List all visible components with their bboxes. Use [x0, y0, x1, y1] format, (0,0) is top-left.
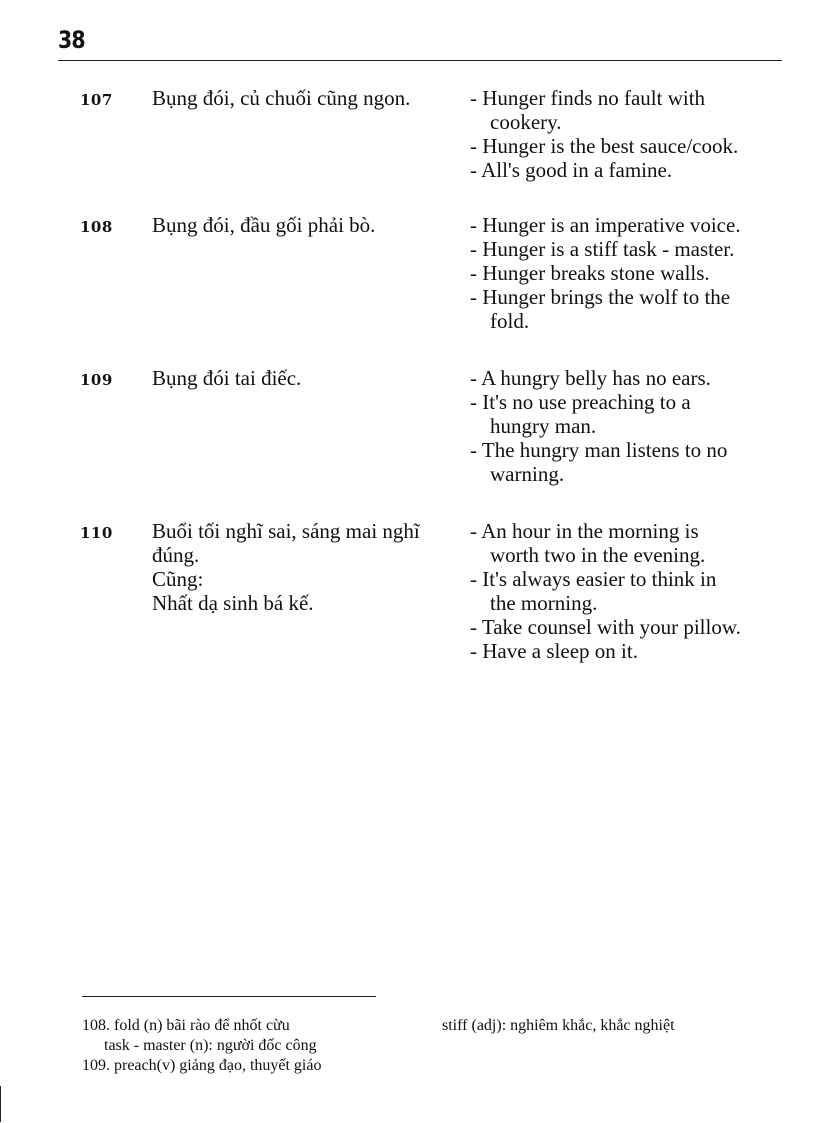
english-line: - Have a sleep on it.	[470, 639, 638, 663]
english-line: - A hungry belly has no ears.	[470, 366, 711, 390]
english-equivalents	[470, 519, 800, 663]
english-line: - Hunger is the best sauce/cook.	[470, 134, 739, 158]
english-line: - All's good in a famine.	[470, 158, 673, 182]
vietnamese-proverb	[152, 213, 452, 237]
header-rule	[58, 60, 782, 61]
english-line: - Hunger breaks stone walls.	[470, 261, 710, 285]
english-line: - Hunger is an imperative voice.	[470, 213, 741, 237]
vietnamese-line: Bụng đói, củ chuối cũng ngon.	[152, 86, 411, 110]
vietnamese-line: Cũng:	[152, 567, 204, 591]
english-line-continuation: warning.	[490, 462, 565, 486]
vietnamese-line: Bụng đói tai điếc.	[152, 366, 302, 390]
entry-number: 110	[80, 524, 113, 542]
english-line-continuation: cookery.	[490, 110, 562, 134]
vietnamese-proverb	[152, 519, 452, 615]
english-line: - It's no use preaching to a	[470, 390, 691, 414]
footnote-rule	[82, 996, 376, 997]
page-number: 38	[58, 26, 85, 54]
vietnamese-line: Buổi tối nghĩ sai, sáng mai nghĩ	[152, 519, 420, 543]
footnote-108-stiff: stiff (adj): nghiêm khắc, khắc nghiệt	[442, 1017, 675, 1034]
english-equivalents	[470, 213, 800, 333]
margin-mark	[0, 1086, 1, 1122]
english-line: - Hunger is a stiff task - master.	[470, 237, 735, 261]
vietnamese-proverb	[152, 366, 452, 390]
english-line: - It's always easier to think in	[470, 567, 717, 591]
entry-number: 108	[80, 218, 113, 236]
english-line-continuation: hungry man.	[490, 414, 597, 438]
english-equivalents	[470, 86, 800, 182]
english-line-continuation: worth two in the evening.	[490, 543, 706, 567]
entry-number: 109	[80, 371, 113, 389]
english-line-continuation: fold.	[490, 309, 530, 333]
english-line: - The hungry man listens to no	[470, 438, 728, 462]
vietnamese-line: Bụng đói, đầu gối phải bò.	[152, 213, 376, 237]
english-equivalents	[470, 366, 800, 486]
english-line: - Take counsel with your pillow.	[470, 615, 741, 639]
english-line: - An hour in the morning is	[470, 519, 699, 543]
footnote-109-preach: 109. preach(v) giảng đạo, thuyết giáo	[82, 1057, 322, 1074]
vietnamese-line: Nhất dạ sinh bá kế.	[152, 591, 314, 615]
footnote-108-task-master: task - master (n): người đốc công	[104, 1037, 317, 1054]
english-line: - Hunger brings the wolf to the	[470, 285, 731, 309]
vietnamese-proverb	[152, 86, 452, 110]
english-line: - Hunger finds no fault with	[470, 86, 706, 110]
entry-number: 107	[80, 91, 113, 109]
english-line-continuation: the morning.	[490, 591, 598, 615]
footnote-108-fold: 108. fold (n) bãi rào để nhốt cừu	[82, 1017, 290, 1034]
vietnamese-line: đúng.	[152, 543, 200, 567]
